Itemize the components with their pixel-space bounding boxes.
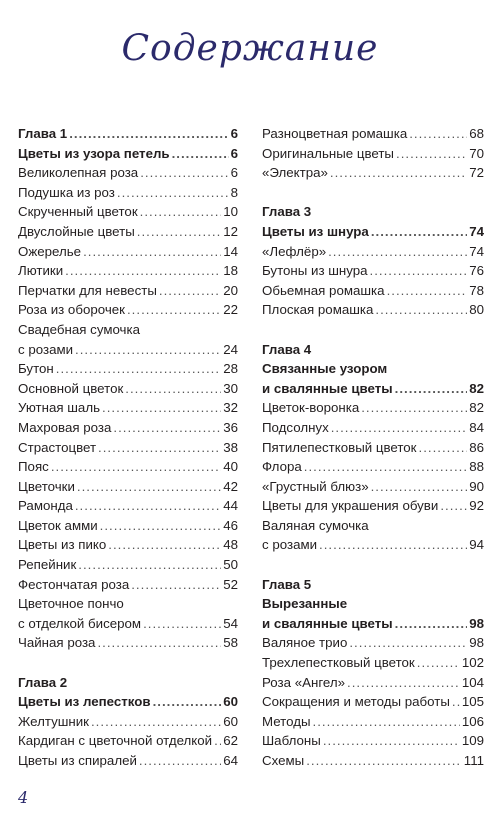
dot-leader	[125, 379, 221, 399]
entry-title: Цветы из лепестков	[18, 694, 151, 710]
entry-page-number: 20	[223, 282, 238, 298]
toc-entry[interactable]	[262, 751, 484, 771]
entry-title: Фестончатая роза	[18, 576, 130, 592]
entry-page-number: 30	[223, 380, 238, 396]
toc-entry[interactable]	[262, 418, 484, 438]
entry-page-number: 62	[223, 733, 238, 749]
entry-title: Цветочки	[18, 478, 75, 494]
dot-leader	[347, 673, 460, 693]
entry-page-number: 102	[461, 655, 484, 671]
entry-page-number: 105	[461, 694, 484, 710]
entry-page-number: 60	[223, 713, 238, 729]
section-entry[interactable]	[18, 692, 238, 712]
toc-entry[interactable]	[18, 222, 238, 242]
toc-entry[interactable]	[18, 183, 238, 203]
entry-title: Методы	[262, 713, 311, 729]
entry-page-number: 94	[469, 537, 484, 553]
dot-leader	[117, 183, 229, 203]
dot-leader	[98, 438, 221, 458]
toc-entry[interactable]	[262, 163, 484, 183]
dot-leader	[91, 712, 221, 732]
toc-entry[interactable]	[18, 457, 238, 477]
dot-leader	[77, 477, 221, 497]
entry-page-number: 6	[230, 126, 238, 141]
dot-leader	[159, 281, 221, 301]
dot-leader	[140, 202, 222, 222]
toc-entry[interactable]	[18, 359, 238, 379]
entry-page-number: 80	[469, 302, 484, 318]
dot-leader	[140, 163, 228, 183]
toc-entry[interactable]	[18, 300, 238, 320]
toc-entry[interactable]	[18, 281, 238, 301]
toc-entry[interactable]	[262, 242, 484, 262]
toc-entry[interactable]	[18, 496, 238, 516]
toc-entry[interactable]	[262, 144, 484, 164]
entry-title: Великолепная роза	[18, 165, 139, 181]
entry-page-number: 42	[223, 478, 238, 494]
dot-leader	[214, 731, 221, 751]
dot-leader	[75, 496, 221, 516]
toc-entry[interactable]	[262, 712, 484, 732]
entry-page-number: 8	[230, 184, 238, 200]
entry-title: Роза из оборочек	[18, 302, 125, 318]
entry-title: Разноцветная ромашка	[262, 126, 408, 141]
dot-leader	[56, 359, 221, 379]
chapter-heading: Глава 5	[262, 576, 312, 592]
entry-page-number: 38	[223, 439, 238, 455]
entry-title: Трехлепестковый цветок	[262, 655, 415, 671]
entry-page-number: 46	[223, 517, 238, 533]
toc-entry[interactable]	[18, 418, 238, 438]
dot-leader	[387, 281, 468, 301]
entry-page-number: 68	[469, 126, 484, 141]
entry-page-number: 32	[223, 400, 238, 416]
toc-entry[interactable]	[18, 516, 238, 536]
toc-entry[interactable]	[18, 614, 238, 634]
chapter-heading: Связанные узором	[262, 361, 388, 377]
entry-title: Бутон	[18, 361, 54, 377]
dot-leader	[313, 712, 460, 732]
toc-entry[interactable]	[262, 673, 484, 693]
dot-leader	[371, 222, 467, 242]
dot-leader	[113, 418, 221, 438]
entry-title: Плоская ромашка	[262, 302, 374, 318]
spacer	[262, 555, 484, 575]
toc-left-column	[18, 124, 238, 771]
entry-title: Цветы из спиралей	[18, 753, 137, 768]
entry-title: Схемы	[262, 753, 305, 768]
toc-entry[interactable]	[262, 438, 484, 458]
entry-title: Пояс	[18, 459, 49, 475]
spacer	[18, 653, 238, 673]
dot-leader	[452, 692, 460, 712]
toc-entry[interactable]	[262, 281, 484, 301]
toc-entry[interactable]	[262, 300, 484, 320]
entry-title: Цветок амми	[18, 517, 98, 533]
entry-page-number: 6	[230, 165, 238, 181]
entry-page-number: 82	[469, 380, 484, 396]
dot-leader	[370, 261, 468, 281]
toc-entry[interactable]	[18, 379, 238, 399]
entry-page-number: 48	[223, 537, 238, 553]
entry-page-number: 22	[223, 302, 238, 318]
entry-page-number: 44	[223, 498, 238, 514]
entry-page-number: 70	[469, 145, 484, 161]
entry-title: Подсолнух	[262, 419, 329, 435]
dot-leader	[153, 692, 222, 712]
entry-page-number: 12	[223, 223, 238, 239]
dot-leader	[349, 633, 467, 653]
entry-title: Перчатки для невесты	[18, 282, 157, 298]
entry-page-number: 98	[469, 615, 484, 631]
entry-page-number: 84	[469, 419, 484, 435]
entry-title: Цветы для украшения обуви	[262, 498, 439, 514]
dot-leader	[328, 242, 467, 262]
entry-title: Глава 1	[18, 126, 68, 141]
dot-leader	[440, 496, 467, 516]
toc-entry[interactable]	[18, 535, 238, 555]
entry-page-number: 98	[469, 635, 484, 651]
toc-entry[interactable]	[18, 398, 238, 418]
entry-title: Кардиган с цветочной отделкой	[18, 733, 213, 749]
dot-leader	[108, 535, 221, 555]
entry-page-number: 90	[469, 478, 484, 494]
dot-leader	[395, 379, 468, 399]
toc-entry-line: Цветочное пончо	[18, 596, 124, 612]
entry-page-number: 54	[223, 615, 238, 631]
chapter-heading: Вырезанные	[262, 596, 348, 612]
dot-leader	[75, 340, 221, 360]
entry-page-number: 74	[469, 223, 484, 239]
entry-page-number: 92	[469, 498, 484, 514]
page-title: Содержание	[121, 28, 379, 69]
entry-title: Скрученный цветок	[18, 204, 138, 220]
dot-leader	[139, 751, 221, 771]
dot-leader	[304, 457, 467, 477]
entry-title: с розами	[262, 537, 318, 553]
entry-page-number: 109	[461, 733, 484, 749]
dot-leader	[78, 555, 221, 575]
entry-page-number: 18	[223, 263, 238, 279]
dot-leader	[102, 398, 221, 418]
entry-page-number: 78	[469, 282, 484, 298]
entry-page-number: 10	[223, 204, 238, 220]
entry-title: с отделкой бисером	[18, 615, 142, 631]
toc-right-column	[262, 124, 484, 771]
entry-title: Флора	[262, 459, 302, 475]
entry-page-number: 14	[223, 243, 238, 259]
entry-page-number: 106	[461, 713, 484, 729]
entry-page-number: 72	[469, 165, 484, 181]
entry-title: Ожерелье	[18, 243, 82, 259]
entry-title: Рамонда	[18, 498, 73, 514]
dot-leader	[371, 477, 468, 497]
dot-leader	[396, 144, 467, 164]
toc-entry[interactable]	[262, 692, 484, 712]
dot-leader	[69, 124, 228, 144]
page-number: 4	[18, 788, 29, 807]
entry-page-number: 76	[469, 263, 484, 279]
dot-leader	[100, 516, 222, 536]
entry-page-number: 6	[230, 145, 238, 161]
chapter-heading: Глава 4	[262, 341, 312, 357]
entry-page-number: 60	[223, 694, 238, 710]
toc-entry[interactable]	[262, 261, 484, 281]
entry-title: Желтушник	[18, 713, 89, 729]
dot-leader	[361, 398, 467, 418]
entry-title: Махровая роза	[18, 419, 112, 435]
dot-leader	[137, 222, 221, 242]
toc-entry-line: Свадебная сумочка	[18, 321, 140, 337]
dot-leader	[323, 731, 460, 751]
entry-page-number: 50	[223, 557, 238, 573]
dot-leader	[330, 163, 467, 183]
entry-title: Основной цветок	[18, 380, 124, 396]
entry-title: Лютики	[18, 263, 64, 279]
entry-page-number: 36	[223, 419, 238, 435]
entry-title: Чайная роза	[18, 635, 96, 651]
section-entry[interactable]	[18, 124, 238, 144]
toc-entry[interactable]	[262, 496, 484, 516]
entry-page-number: 74	[469, 243, 484, 259]
entry-page-number: 88	[469, 459, 484, 475]
entry-title: Шаблоны	[262, 733, 321, 749]
section-entry[interactable]	[262, 614, 484, 634]
toc-entry[interactable]	[18, 202, 238, 222]
entry-title: «Лефлёр»	[262, 243, 327, 259]
entry-title: Репейник	[18, 557, 77, 573]
toc-entry[interactable]	[18, 751, 238, 771]
toc-entry[interactable]	[262, 124, 484, 144]
dot-leader	[395, 614, 468, 634]
toc-entry[interactable]	[18, 242, 238, 262]
entry-title: и свалянные цветы	[262, 615, 393, 631]
entry-title: Обьемная ромашка	[262, 282, 385, 298]
toc-entry[interactable]	[262, 633, 484, 653]
entry-page-number: 58	[223, 635, 238, 651]
toc-entry[interactable]	[262, 535, 484, 555]
entry-title: Роза «Ангел»	[262, 674, 345, 690]
toc-entry[interactable]	[262, 653, 484, 673]
dot-leader	[83, 242, 221, 262]
entry-title: «Грустный блюз»	[262, 478, 369, 494]
entry-title: Цветы из шнура	[262, 223, 369, 239]
dot-leader	[172, 144, 229, 164]
dot-leader	[127, 300, 221, 320]
toc-entry[interactable]	[18, 575, 238, 595]
dot-leader	[417, 653, 460, 673]
dot-leader	[306, 751, 462, 771]
entry-title: Валяное трио	[262, 635, 348, 651]
chapter-heading: Глава 2	[18, 674, 68, 690]
chapter-heading: Глава 3	[262, 204, 312, 220]
dot-leader	[319, 535, 467, 555]
toc-entry[interactable]	[262, 398, 484, 418]
entry-title: Бутоны из шнура	[262, 263, 368, 279]
dot-leader	[65, 261, 221, 281]
toc-entry-line: Валяная сумочка	[262, 517, 369, 533]
dot-leader	[143, 614, 221, 634]
entry-page-number: 82	[469, 400, 484, 416]
section-entry[interactable]	[262, 222, 484, 242]
entry-page-number: 28	[223, 361, 238, 377]
entry-title: Сокращения и методы работы	[262, 694, 450, 710]
dot-leader	[131, 575, 221, 595]
entry-page-number: 40	[223, 459, 238, 475]
entry-title: и свалянные цветы	[262, 380, 393, 396]
dot-leader	[51, 457, 221, 477]
toc-entry[interactable]	[18, 633, 238, 653]
entry-title: Цветы из пико	[18, 537, 107, 553]
toc-entry[interactable]	[18, 163, 238, 183]
entry-title: «Электра»	[262, 165, 328, 181]
entry-title: Оригинальные цветы	[262, 145, 394, 161]
entry-title: Двуслойные цветы	[18, 223, 135, 239]
entry-title: Подушка из роз	[18, 184, 115, 200]
entry-page-number: 86	[469, 439, 484, 455]
dot-leader	[97, 633, 221, 653]
dot-leader	[375, 300, 467, 320]
entry-page-number: 111	[463, 753, 484, 768]
spacer	[262, 183, 484, 203]
toc-entry[interactable]	[18, 477, 238, 497]
dot-leader	[419, 438, 468, 458]
toc-entry[interactable]	[262, 457, 484, 477]
spacer	[262, 320, 484, 340]
entry-title: Цветок-воронка	[262, 400, 360, 416]
entry-title: Уютная шаль	[18, 400, 101, 416]
toc-entry[interactable]	[18, 555, 238, 575]
toc-entry[interactable]	[18, 438, 238, 458]
toc-entry[interactable]	[18, 712, 238, 732]
entry-page-number: 24	[223, 341, 238, 357]
toc-entry[interactable]	[18, 340, 238, 360]
toc-entry[interactable]	[18, 731, 238, 751]
toc-entry[interactable]	[262, 731, 484, 751]
toc-entry[interactable]	[262, 477, 484, 497]
section-entry[interactable]	[262, 379, 484, 399]
entry-page-number: 104	[461, 674, 484, 690]
entry-title: Цветы из узора петель	[18, 145, 170, 161]
toc-entry[interactable]	[18, 261, 238, 281]
entry-title: Пятилепестковый цветок	[262, 439, 417, 455]
section-entry[interactable]	[18, 144, 238, 164]
entry-page-number: 64	[223, 753, 238, 768]
entry-title: Страстоцвет	[18, 439, 97, 455]
dot-leader	[409, 124, 467, 144]
dot-leader	[331, 418, 467, 438]
entry-page-number: 52	[223, 576, 238, 592]
entry-title: с розами	[18, 341, 74, 357]
